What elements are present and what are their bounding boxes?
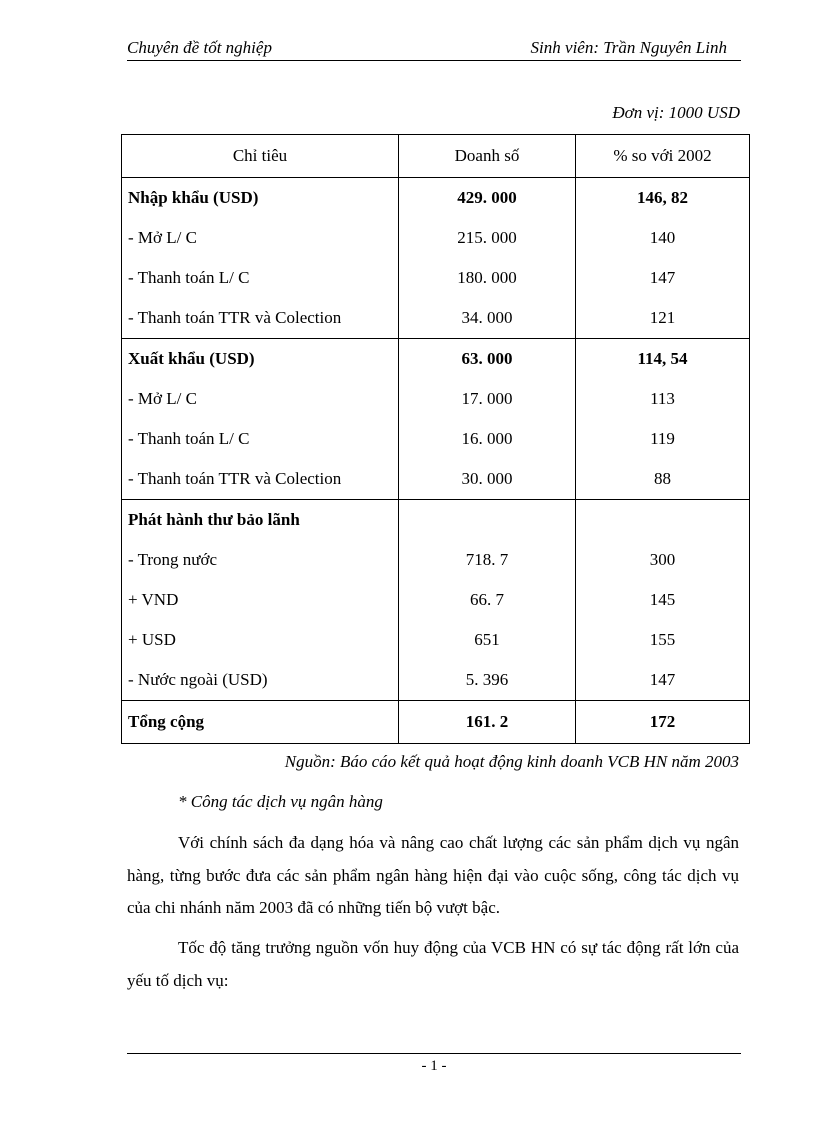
row-label: + VND xyxy=(122,580,399,620)
row-label: + USD xyxy=(122,620,399,660)
page-footer xyxy=(127,1053,741,1075)
row-label: - Thanh toán TTR và Colection xyxy=(122,459,399,500)
row-percent: 140 xyxy=(576,218,750,258)
row-percent: 155 xyxy=(576,620,750,660)
row-revenue: 16. 000 xyxy=(399,419,576,459)
row-revenue: 215. 000 xyxy=(399,218,576,258)
table-row xyxy=(122,218,750,258)
row-revenue: 66. 7 xyxy=(399,580,576,620)
table-row xyxy=(122,178,750,219)
row-percent: 147 xyxy=(576,660,750,701)
row-revenue: 63. 000 xyxy=(399,339,576,380)
table-row xyxy=(122,339,750,380)
table-row xyxy=(122,660,750,701)
row-label: Xuất khẩu (USD) xyxy=(122,339,399,380)
row-label: - Thanh toán L/ C xyxy=(122,258,399,298)
total-label: Tổng cộng xyxy=(122,701,399,744)
row-revenue xyxy=(399,500,576,541)
page-number: - 1 - xyxy=(421,1058,447,1074)
row-revenue: 429. 000 xyxy=(399,178,576,219)
row-percent: 145 xyxy=(576,580,750,620)
total-revenue: 161. 2 xyxy=(399,701,576,744)
total-row xyxy=(122,701,750,744)
total-percent: 172 xyxy=(576,701,750,744)
row-percent: 121 xyxy=(576,298,750,339)
col-header-indicator: Chỉ tiêu xyxy=(122,135,399,178)
table-header-row xyxy=(122,135,750,178)
section-subheading: * Công tác dịch vụ ngân hàng xyxy=(178,792,383,811)
header-author: Sinh viên: Trần Nguyên Linh xyxy=(530,38,727,57)
source-note: Nguồn: Báo cáo kết quả hoạt động kinh doanh VCB HN năm 2003 xyxy=(284,752,739,771)
row-percent xyxy=(576,500,750,541)
row-label: - Mở L/ C xyxy=(122,218,399,258)
col-header-percent: % so với 2002 xyxy=(576,135,750,178)
row-label: Nhập khẩu (USD) xyxy=(122,178,399,219)
table-row xyxy=(122,500,750,541)
table-row xyxy=(122,620,750,660)
row-revenue: 180. 000 xyxy=(399,258,576,298)
table-row xyxy=(122,540,750,580)
row-percent: 119 xyxy=(576,419,750,459)
row-label: - Mở L/ C xyxy=(122,379,399,419)
col-header-revenue: Doanh số xyxy=(399,135,576,178)
row-percent: 146, 82 xyxy=(576,178,750,219)
row-label: - Trong nước xyxy=(122,540,399,580)
row-percent: 114, 54 xyxy=(576,339,750,380)
row-percent: 113 xyxy=(576,379,750,419)
row-percent: 147 xyxy=(576,258,750,298)
row-revenue: 651 xyxy=(399,620,576,660)
row-label: - Thanh toán TTR và Colection xyxy=(122,298,399,339)
row-label: Phát hành thư bảo lãnh xyxy=(122,500,399,541)
unit-label: Đơn vị: 1000 USD xyxy=(612,103,740,122)
body-paragraph: Với chính sách đa dạng hóa và nâng cao chất lượng các sản phẩm dịch vụ ngân hàng, từng bước đưa các sản phẩm ngân hàng hiện đại vào cuộc sống, công tác dịch vụ của chi nhánh năm 2003 đã có những tiến bộ vượt bậc. xyxy=(127,833,739,917)
row-percent: 88 xyxy=(576,459,750,500)
table-row xyxy=(122,419,750,459)
body-paragraph: Tốc độ tăng trưởng nguồn vốn huy động của VCB HN có sự tác động rất lớn của yếu tố dịch vụ: xyxy=(127,938,739,990)
row-revenue: 718. 7 xyxy=(399,540,576,580)
table-row xyxy=(122,298,750,339)
page-header xyxy=(127,38,741,61)
row-revenue: 5. 396 xyxy=(399,660,576,701)
table-row xyxy=(122,459,750,500)
row-label: - Nước ngoài (USD) xyxy=(122,660,399,701)
row-revenue: 34. 000 xyxy=(399,298,576,339)
header-title: Chuyên đề tốt nghiệp xyxy=(127,38,272,57)
table-row xyxy=(122,379,750,419)
row-percent: 300 xyxy=(576,540,750,580)
row-revenue: 17. 000 xyxy=(399,379,576,419)
row-label: - Thanh toán L/ C xyxy=(122,419,399,459)
table-row xyxy=(122,258,750,298)
table-row xyxy=(122,580,750,620)
row-revenue: 30. 000 xyxy=(399,459,576,500)
data-table xyxy=(121,134,750,744)
